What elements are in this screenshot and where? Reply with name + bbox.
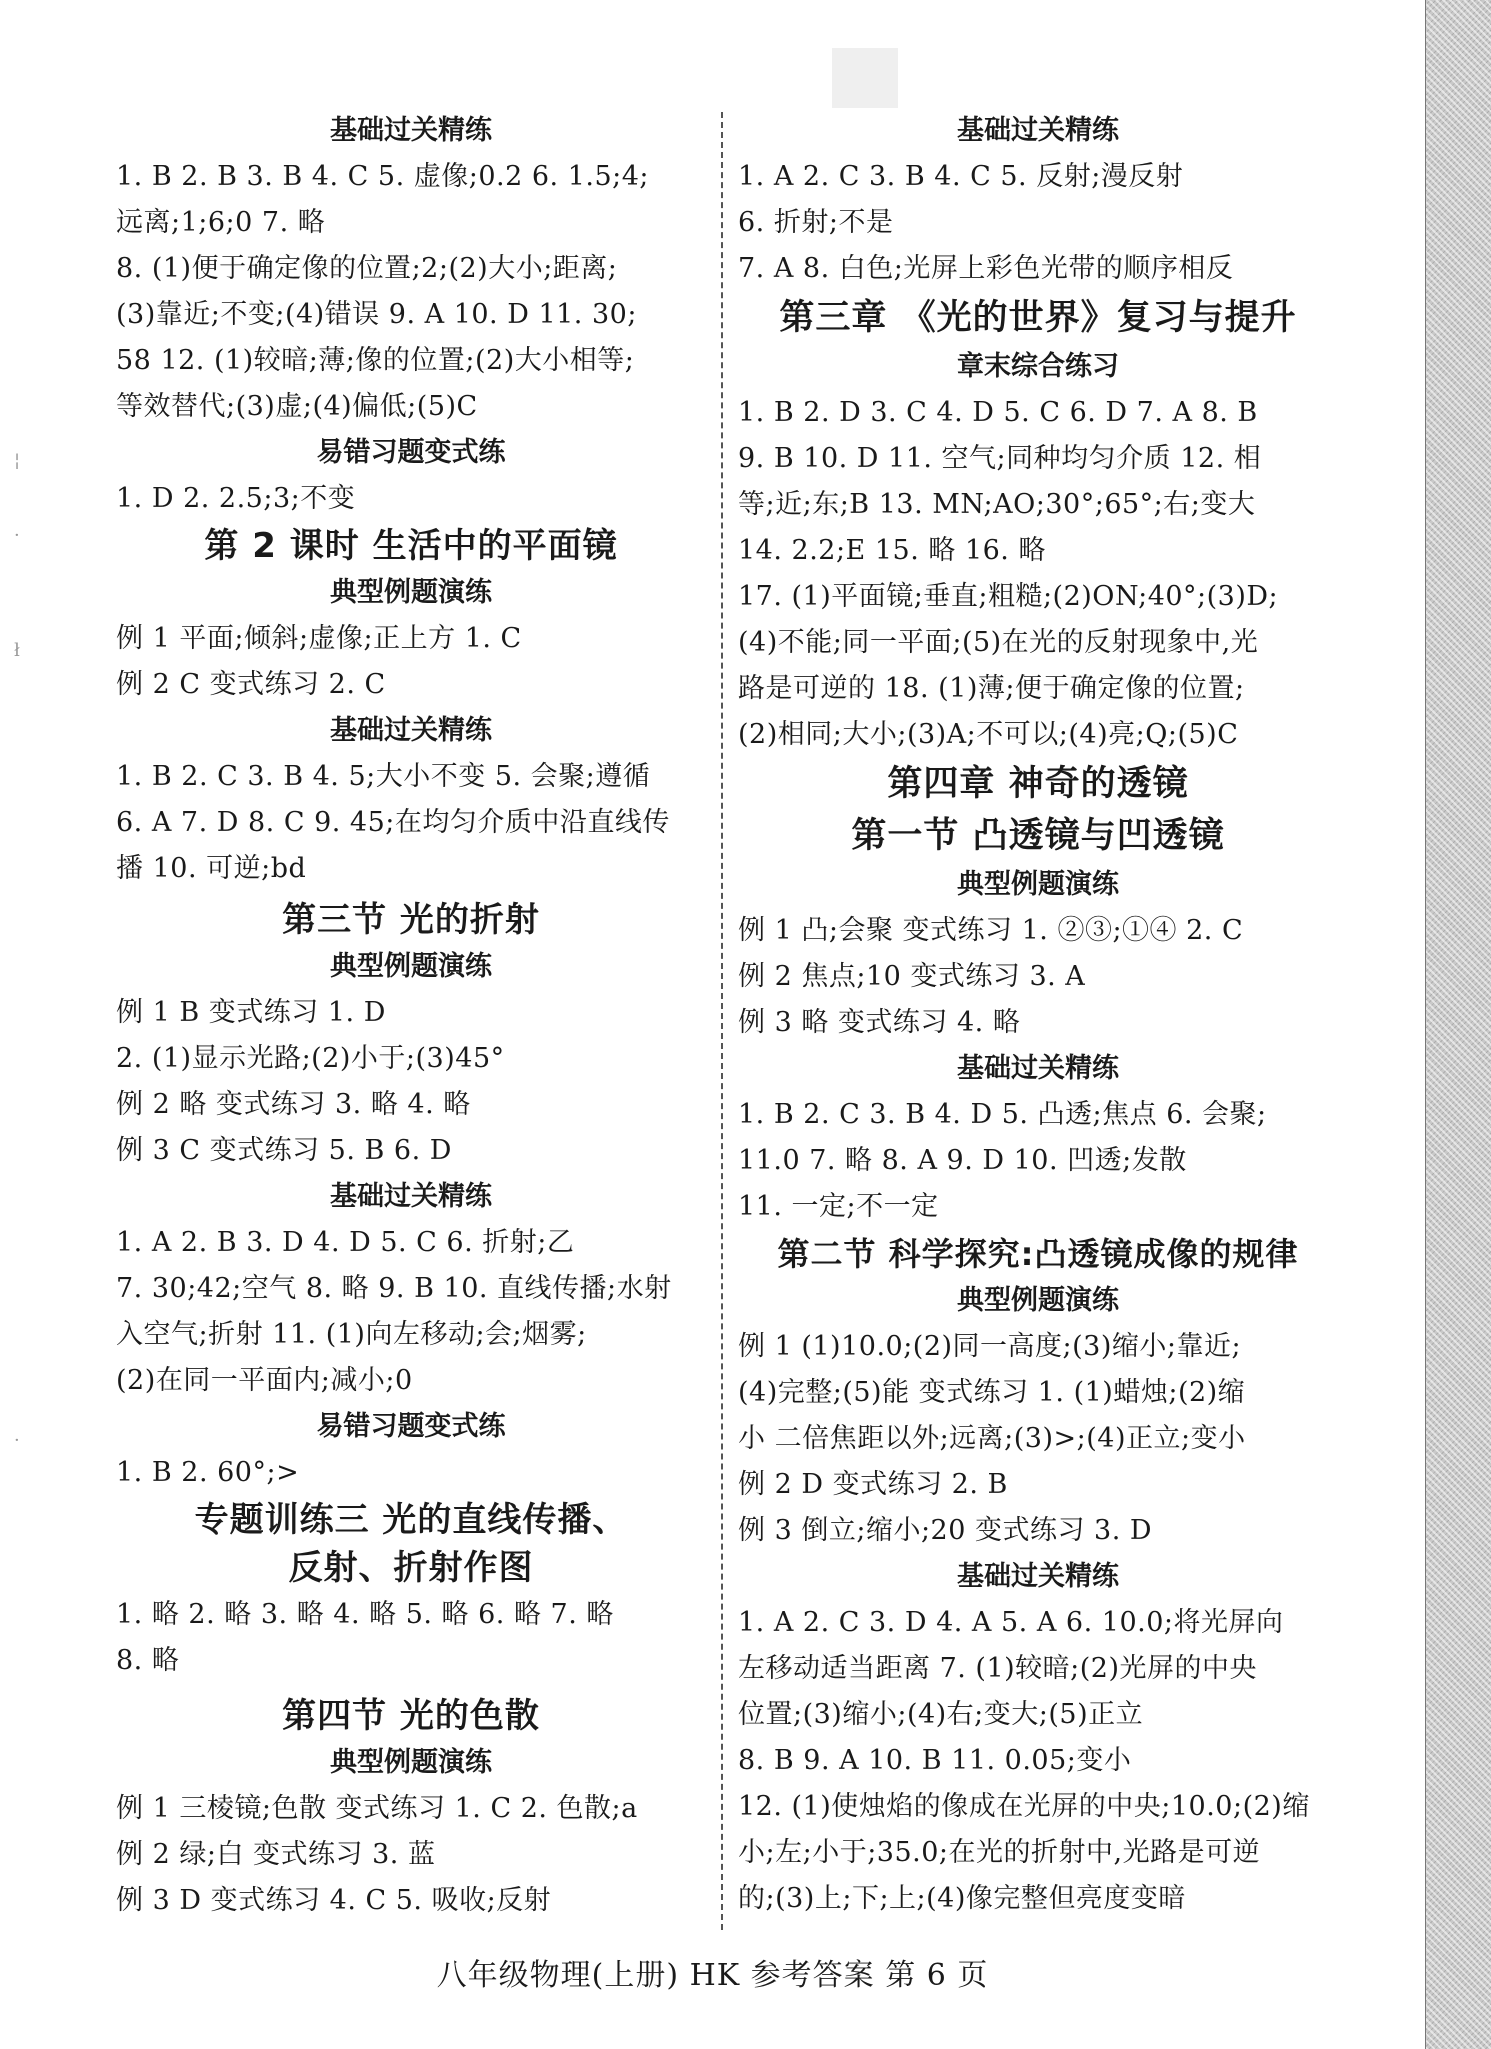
answer-line: 左移动适当距离 7. (1)较暗;(2)光屏的中央 xyxy=(738,1653,1258,1684)
subsection-heading: 易错习题变式练 xyxy=(316,1411,506,1442)
answer-line: 7. A 8. 白色;光屏上彩色光带的顺序相反 xyxy=(738,253,1234,284)
left-column xyxy=(116,108,706,1924)
answer-line: 远离;1;6;0 7. 略 xyxy=(116,207,326,238)
answer-line: 例 2 略 变式练习 3. 略 4. 略 xyxy=(116,1089,471,1120)
answer-line: 17. (1)平面镜;垂直;粗糙;(2)ON;40°;(3)D; xyxy=(738,581,1279,612)
subsection-heading: 基础过关精练 xyxy=(957,115,1119,146)
section-heading: 第二节 科学探究:凸透镜成像的规律 xyxy=(777,1235,1299,1273)
answer-line: 例 3 略 变式练习 4. 略 xyxy=(738,1007,1021,1038)
answer-line: 例 1 平面;倾斜;虚像;正上方 1. C xyxy=(116,623,522,654)
answer-line: 例 3 D 变式练习 4. C 5. 吸收;反射 xyxy=(116,1885,552,1916)
answer-line: 位置;(3)缩小;(4)右;变大;(5)正立 xyxy=(738,1699,1144,1730)
section-heading: 第三节 光的折射 xyxy=(282,900,540,940)
subsection-heading: 基础过关精练 xyxy=(330,1181,492,1212)
subsection-heading: 基础过关精练 xyxy=(957,1053,1119,1084)
column-divider xyxy=(721,112,723,1930)
subsection-heading: 易错习题变式练 xyxy=(316,437,506,468)
answer-line: 6. 折射;不是 xyxy=(738,207,894,238)
answer-line: 1. B 2. C 3. B 4. D 5. 凸透;焦点 6. 会聚; xyxy=(738,1099,1267,1130)
answer-line: 11. 一定;不一定 xyxy=(738,1191,939,1222)
answer-line: 9. B 10. D 11. 空气;同种均匀介质 12. 相 xyxy=(738,443,1262,474)
chapter-heading: 第三章 《光的世界》复习与提升 xyxy=(779,298,1297,338)
answer-line: 1. B 2. B 3. B 4. C 5. 虚像;0.2 6. 1.5;4; xyxy=(116,161,650,192)
scanned-page-edge xyxy=(1425,0,1491,2049)
answer-line: 8. (1)便于确定像的位置;2;(2)大小;距离; xyxy=(116,253,618,284)
answer-line: 1. D 2. 2.5;3;不变 xyxy=(116,483,356,514)
answer-line: 例 1 B 变式练习 1. D xyxy=(116,997,386,1028)
answer-line: 1. B 2. 60°;> xyxy=(116,1457,300,1488)
answer-line: 入空气;折射 11. (1)向左移动;会;烟雾; xyxy=(116,1319,587,1350)
answer-line: 例 2 焦点;10 变式练习 3. A xyxy=(738,961,1086,992)
answer-line: 路是可逆的 18. (1)薄;便于确定像的位置; xyxy=(738,673,1245,704)
answer-line: (2)在同一平面内;减小;0 xyxy=(116,1365,413,1396)
scan-speck: · xyxy=(14,525,20,546)
section-heading: 专题训练三 光的直线传播、 xyxy=(194,1500,628,1540)
subsection-heading: 典型例题演练 xyxy=(330,951,492,982)
page-footer: 八年级物理(上册) HK 参考答案 第 6 页 xyxy=(436,1958,989,1993)
answer-line: (4)不能;同一平面;(5)在光的反射现象中,光 xyxy=(738,627,1259,658)
answer-line: 例 3 倒立;缩小;20 变式练习 3. D xyxy=(738,1515,1153,1546)
answer-line: 2. (1)显示光路;(2)小于;(3)45° xyxy=(116,1043,505,1074)
answer-line: 11.0 7. 略 8. A 9. D 10. 凹透;发散 xyxy=(738,1145,1187,1176)
subsection-heading: 典型例题演练 xyxy=(330,1747,492,1778)
subsection-heading: 基础过关精练 xyxy=(330,715,492,746)
subsection-heading: 章末综合练习 xyxy=(957,351,1119,382)
answer-line: 小;左;小于;35.0;在光的折射中,光路是可逆 xyxy=(738,1837,1261,1868)
answer-line: 小 二倍焦距以外;远离;(3)>;(4)正立;变小 xyxy=(738,1423,1246,1454)
answer-line: (3)靠近;不变;(4)错误 9. A 10. D 11. 30; xyxy=(116,299,637,330)
scan-mark xyxy=(832,48,898,108)
answer-line: 1. A 2. C 3. D 4. A 5. A 6. 10.0;将光屏向 xyxy=(738,1607,1284,1638)
subsection-heading: 基础过关精练 xyxy=(330,115,492,146)
answer-line: 1. A 2. B 3. D 4. D 5. C 6. 折射;乙 xyxy=(116,1227,575,1258)
answer-line: 例 2 D 变式练习 2. B xyxy=(738,1469,1008,1500)
answer-line: 例 2 C 变式练习 2. C xyxy=(116,669,386,700)
scan-speck: ł xyxy=(14,640,20,661)
subsection-heading: 典型例题演练 xyxy=(957,869,1119,900)
answer-line: (4)完整;(5)能 变式练习 1. (1)蜡烛;(2)缩 xyxy=(738,1377,1246,1408)
section-heading: 第 2 课时 生活中的平面镜 xyxy=(204,526,618,566)
answer-line: 例 3 C 变式练习 5. B 6. D xyxy=(116,1135,452,1166)
answer-line: 14. 2.2;E 15. 略 16. 略 xyxy=(738,535,1046,566)
answer-line: 8. B 9. A 10. B 11. 0.05;变小 xyxy=(738,1745,1132,1776)
answer-line: 8. 略 xyxy=(116,1645,180,1676)
section-heading: 第四节 光的色散 xyxy=(282,1696,540,1736)
subsection-heading: 典型例题演练 xyxy=(330,577,492,608)
answer-line: 12. (1)使烛焰的像成在光屏的中央;10.0;(2)缩 xyxy=(738,1791,1310,1822)
answer-line: 6. A 7. D 8. C 9. 45;在均匀介质中沿直线传 xyxy=(116,807,670,838)
subsection-heading: 基础过关精练 xyxy=(957,1561,1119,1592)
chapter-heading: 第四章 神奇的透镜 xyxy=(887,764,1189,804)
answer-line: 7. 30;42;空气 8. 略 9. B 10. 直线传播;水射 xyxy=(116,1273,672,1304)
answer-line: 1. 略 2. 略 3. 略 4. 略 5. 略 6. 略 7. 略 xyxy=(116,1599,614,1630)
answer-line: 等;近;东;B 13. MN;AO;30°;65°;右;变大 xyxy=(738,489,1256,520)
right-column xyxy=(738,108,1338,1922)
subsection-heading: 典型例题演练 xyxy=(957,1285,1119,1316)
answer-line: (2)相同;大小;(3)A;不可以;(4)亮;Q;(5)C xyxy=(738,719,1239,750)
scan-speck: ¦ xyxy=(14,450,21,471)
scan-speck: · xyxy=(14,1430,20,1451)
answer-line: 例 1 凸;会聚 变式练习 1. ②③;①④ 2. C xyxy=(738,915,1244,946)
answer-line: 例 1 (1)10.0;(2)同一高度;(3)缩小;靠近; xyxy=(738,1331,1242,1362)
answer-line: 的;(3)上;下;上;(4)像完整但亮度变暗 xyxy=(738,1883,1186,1914)
answer-line: 等效替代;(3)虚;(4)偏低;(5)C xyxy=(116,391,478,422)
section-heading: 第一节 凸透镜与凹透镜 xyxy=(851,816,1225,856)
answer-line: 播 10. 可逆;bd xyxy=(116,853,307,884)
section-heading: 反射、折射作图 xyxy=(288,1548,534,1588)
answer-line: 例 2 绿;白 变式练习 3. 蓝 xyxy=(116,1839,436,1870)
answer-line: 58 12. (1)较暗;薄;像的位置;(2)大小相等; xyxy=(116,345,635,376)
answer-line: 例 1 三棱镜;色散 变式练习 1. C 2. 色散;a xyxy=(116,1793,638,1824)
answer-line: 1. B 2. C 3. B 4. 5;大小不变 5. 会聚;遵循 xyxy=(116,761,651,792)
answer-line: 1. B 2. D 3. C 4. D 5. C 6. D 7. A 8. B xyxy=(738,397,1258,428)
answer-line: 1. A 2. C 3. B 4. C 5. 反射;漫反射 xyxy=(738,161,1184,192)
